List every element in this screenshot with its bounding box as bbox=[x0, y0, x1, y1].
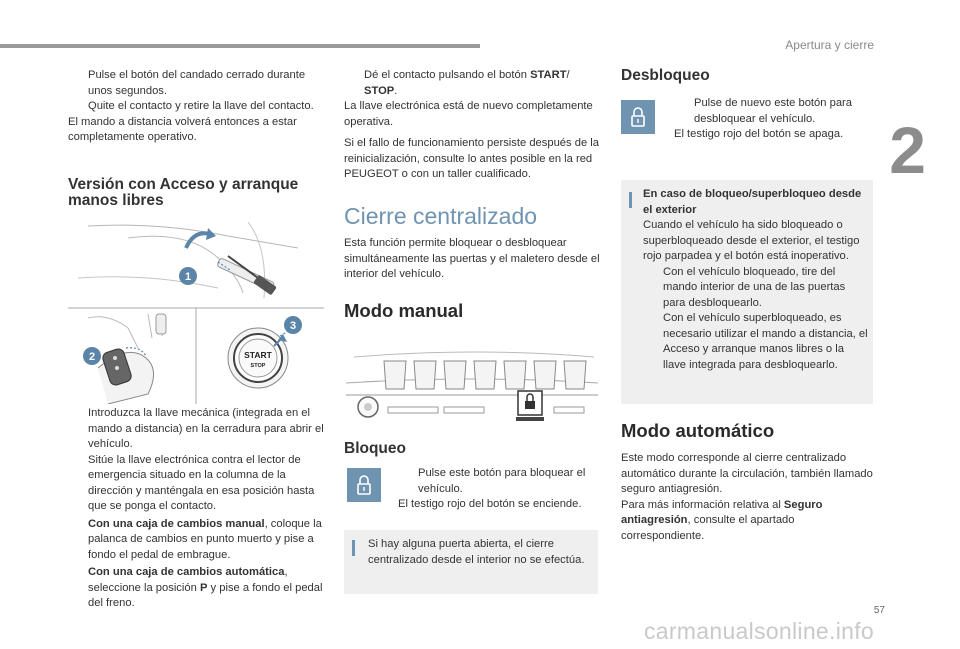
automatic-mode-text bbox=[621, 451, 873, 544]
dashboard-figure bbox=[344, 345, 600, 430]
locking-text bbox=[398, 466, 604, 513]
title-automatic-mode: Modo automático bbox=[621, 420, 775, 441]
padlock-icon bbox=[621, 100, 655, 134]
paragraph: Este modo corresponde al cierre centralizado automático durante la circulación, también llamado seguro antiagresión. bbox=[621, 452, 873, 495]
callout-3-label: 3 bbox=[289, 320, 297, 332]
list-item: Sitúe la llave electrónica contra el lector de emergencia situado en la columna de la dirección y manténgala en esa posición hasta que se ponga el contacto. bbox=[88, 453, 315, 512]
info-marker-icon bbox=[629, 192, 632, 208]
hands-free-figure bbox=[68, 218, 324, 404]
note-content bbox=[643, 187, 869, 373]
header-rule bbox=[0, 44, 480, 48]
list-item: Quite el contacto y retire la llave del contacto. bbox=[88, 100, 314, 112]
unlock-button-icon bbox=[621, 100, 655, 134]
hands-free-illustration bbox=[68, 218, 324, 404]
list-item: Con el vehículo bloqueado, tire del mando interior de una de las puertas para desbloquearlo. bbox=[663, 265, 846, 309]
dashboard-illustration bbox=[344, 345, 600, 430]
paragraph: El testigo rojo del botón se enciende. bbox=[398, 498, 582, 510]
list-item: Pulse este botón para bloquear el vehículo. bbox=[418, 467, 586, 495]
unlocking-text bbox=[674, 96, 874, 143]
section-header: Apertura y cierre bbox=[785, 38, 874, 52]
list-item: Dé el contacto pulsando el botón START/ STOP. bbox=[364, 69, 570, 97]
title-locking: Bloqueo bbox=[344, 440, 406, 457]
list-item: Introduzca la llave mecánica (integrada en el mando a distancia) en la cerradura para abrir el vehículo. bbox=[88, 407, 324, 450]
list-item: Con una caja de cambios manual, coloque la palanca de cambios en punto muerto y pise a fondo el pedal de embrague. bbox=[88, 517, 322, 561]
note-exterior-lock bbox=[621, 180, 873, 404]
start-label: START bbox=[244, 350, 272, 360]
paragraph: Para más información relativa al Seguro antiagresión, consulte el apartado correspondiente. bbox=[621, 498, 823, 542]
paragraph: Si el fallo de funcionamiento persiste después de la reinicialización, consulte lo antes posible en la red PEUGEOT o con un taller cualificado. bbox=[344, 137, 599, 180]
list-item: Con el vehículo superbloqueado, es necesario utilizar el mando a distancia, el Acceso y arranque manos libres o la llave integrada para desbloquearlo. bbox=[663, 312, 868, 371]
list-item: Pulse el botón del candado cerrado durante unos segundos. bbox=[88, 69, 306, 97]
col1-steps bbox=[68, 406, 326, 612]
callout-1-label: 1 bbox=[184, 271, 192, 283]
section-title-hands-free: Versión con Acceso y arranque manos libres bbox=[68, 176, 299, 209]
paragraph: El mando a distancia volverá entonces a estar completamente operativo. bbox=[68, 115, 297, 143]
callout-2-label: 2 bbox=[88, 351, 96, 363]
paragraph: Cuando el vehículo ha sido bloqueado o superbloqueado desde el exterior, el testigo rojo parpadea y el botón está inoperativo. bbox=[643, 219, 860, 262]
col2-top bbox=[344, 68, 600, 183]
list-item: Pulse de nuevo este botón para desbloquear el vehículo. bbox=[694, 97, 852, 125]
padlock-closed-icon bbox=[347, 468, 381, 502]
col1-top bbox=[68, 68, 326, 146]
note-text: Si hay alguna puerta abierta, el cierre centralizado desde el interior no se efectúa. bbox=[368, 538, 585, 566]
info-marker-icon bbox=[352, 540, 355, 556]
note-title: En caso de bloqueo/superbloqueo desde el exterior bbox=[643, 188, 862, 216]
paragraph: La llave electrónica está de nuevo completamente operativa. bbox=[344, 100, 593, 128]
paragraph: El testigo rojo del botón se apaga. bbox=[674, 128, 844, 140]
chapter-number: 2 bbox=[889, 113, 926, 187]
list-item: Con una caja de cambios automática, seleccione la posición P y pise a fondo el pedal del freno. bbox=[88, 566, 323, 609]
title-unlocking: Desbloqueo bbox=[621, 67, 710, 84]
lock-button-icon bbox=[347, 468, 381, 502]
note-open-door bbox=[344, 530, 598, 594]
title-manual-mode: Modo manual bbox=[344, 300, 464, 321]
watermark: carmanualsonline.info bbox=[643, 618, 874, 644]
title-central-locking: Cierre centralizado bbox=[344, 203, 538, 229]
page-number: 57 bbox=[873, 605, 885, 616]
central-locking-paragraph: Esta función permite bloquear o desbloquear simultáneamente las puertas y el maletero desde el interior del vehículo. bbox=[344, 237, 600, 280]
stop-label: STOP bbox=[250, 363, 266, 369]
